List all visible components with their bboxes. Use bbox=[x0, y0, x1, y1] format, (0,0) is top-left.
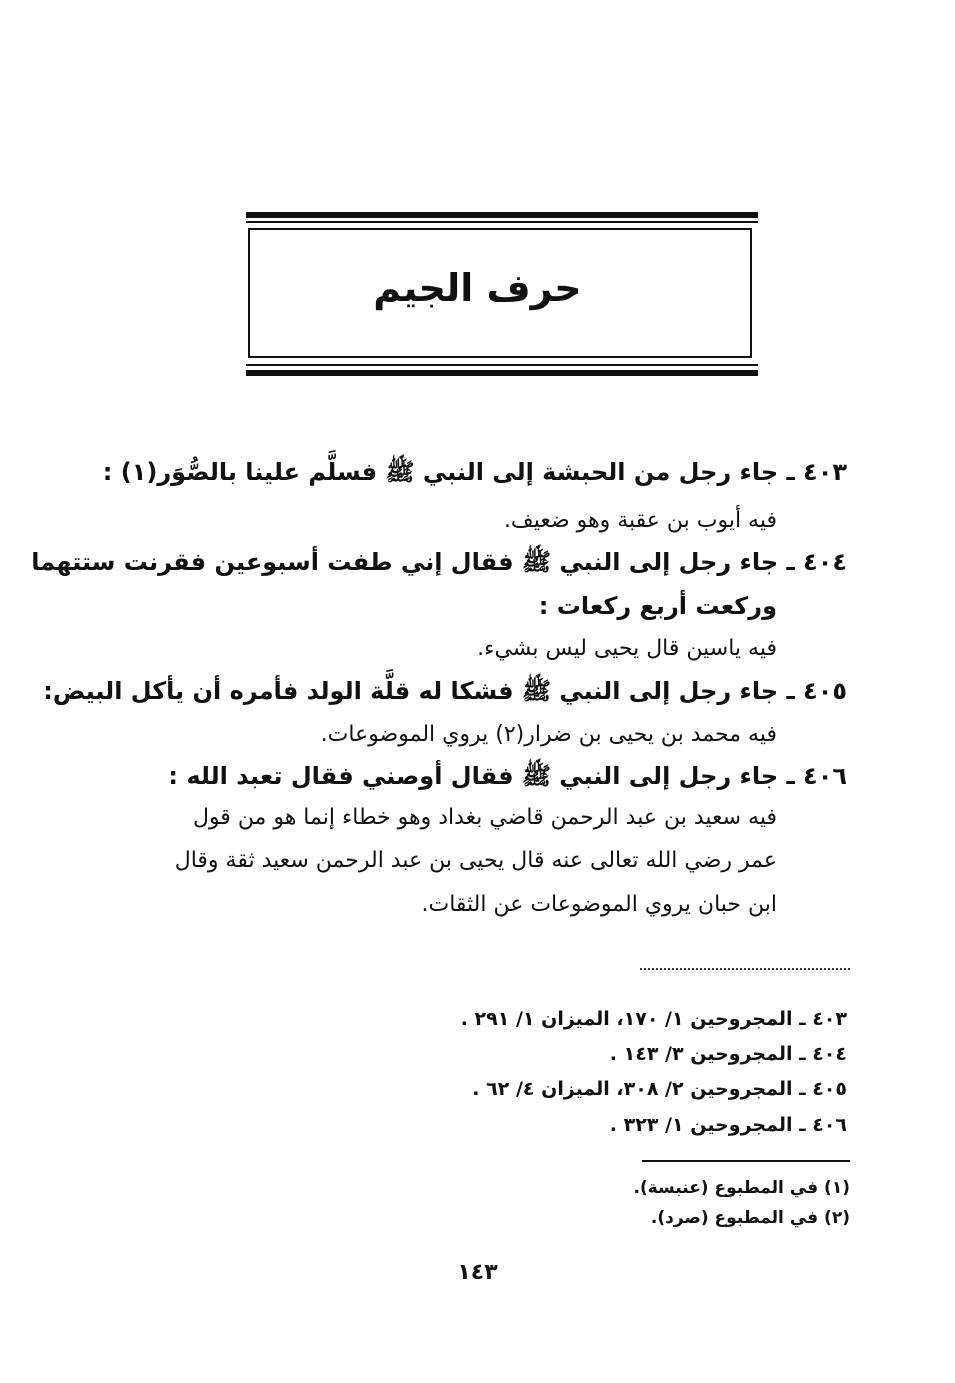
entry-406-note-1: فيه سعيد بن عبد الرحمن قاضي بغداد وهو خطاء إنما هو من قول bbox=[192, 805, 777, 830]
entry-405-note-1: فيه محمد بن يحيى بن ضرار(٢) يروي الموضوعات. bbox=[320, 722, 777, 747]
title-top-rule-thick bbox=[246, 212, 758, 218]
entry-403-note-1: فيه أيوب بن عقبة وهو ضعيف. bbox=[503, 508, 777, 533]
footnote-1: (١) في المطبوع (عنبسة). bbox=[633, 1178, 850, 1198]
reference-404: ٤٠٤ ـ المجروحين ٣/ ١٤٣ . bbox=[609, 1043, 847, 1065]
footnote-2: (٢) في المطبوع (صرد). bbox=[650, 1208, 850, 1228]
entry-404-line-2: وركعت أربع ركعات : bbox=[538, 592, 777, 620]
footnote-rule bbox=[642, 1160, 850, 1162]
entry-403-line-1: ٤٠٣ ـ جاء رجل من الحبشة إلى النبي ﷺ فسلَّم علينا بالصُّوَر(١) : bbox=[102, 458, 847, 486]
chapter-title: حرف الجيم bbox=[373, 266, 582, 310]
reference-405: ٤٠٥ ـ المجروحين ٢/ ٣٠٨، الميزان ٤/ ٦٢ . bbox=[472, 1078, 847, 1100]
entry-406-note-3: ابن حبان يروي الموضوعات عن الثقات. bbox=[421, 892, 777, 917]
title-bottom-rule-thick bbox=[246, 370, 758, 376]
page-number: ١٤٣ bbox=[457, 1260, 498, 1285]
entry-406-note-2: عمر رضي الله تعالى عنه قال يحيى بن عبد الرحمن سعيد ثقة وقال bbox=[174, 848, 777, 873]
title-bottom-rule-thin bbox=[246, 364, 758, 366]
entry-406-line-1: ٤٠٦ ـ جاء رجل إلى النبي ﷺ فقال أوصني فقال تعبد الله : bbox=[168, 762, 847, 790]
entry-404-line-1: ٤٠٤ ـ جاء رجل إلى النبي ﷺ فقال إني طفت أسبوعين فقرنت ستتهما bbox=[31, 548, 847, 576]
reference-403: ٤٠٣ ـ المجروحين ١/ ١٧٠، الميزان ١/ ٢٩١ . bbox=[460, 1008, 847, 1030]
title-top-rule-thin bbox=[246, 221, 758, 223]
entry-404-note-1: فيه ياسين قال يحيى ليس بشيء. bbox=[477, 636, 777, 661]
entry-405-line-1: ٤٠٥ ـ جاء رجل إلى النبي ﷺ فشكا له قلَّة الولد فأمره أن يأكل البيض: bbox=[43, 677, 847, 705]
reference-406: ٤٠٦ ـ المجروحين ١/ ٣٢٣ . bbox=[609, 1114, 847, 1136]
references-separator bbox=[640, 968, 850, 974]
